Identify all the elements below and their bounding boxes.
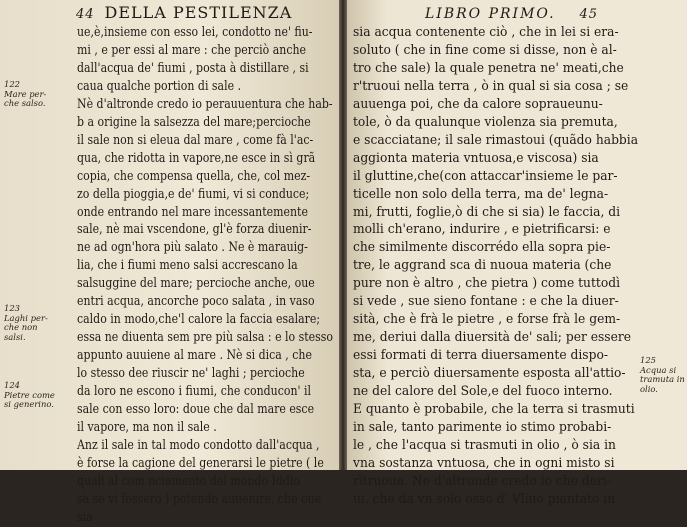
margin-note-number: 125 xyxy=(640,355,656,365)
text-line: E quanto è probabile, che la terra si trasmuti xyxy=(353,402,635,418)
margin-note-line: che non xyxy=(4,322,38,332)
margin-note-number: 122 xyxy=(4,79,20,89)
text-line: tole, ò da qualunque violenza sia premuta, xyxy=(353,114,618,130)
margin-note-line: tramuta in xyxy=(640,374,685,384)
margin-note-line: Mare per- xyxy=(4,88,47,99)
right-page-number: 45 xyxy=(579,7,599,22)
margin-note-number: 124 xyxy=(4,380,20,390)
text-line: salsuggine del mare; percioche anche, oue xyxy=(77,276,315,292)
text-line: r'truoui nella terra , ò in qual si sia cosa ; se xyxy=(353,78,629,94)
text-line: mi , e per essi al mare : che perciò anche xyxy=(77,42,307,58)
text-line: sale con esso loro: doue che dal mare esce xyxy=(77,402,315,418)
text-line: tro che sale) la quale penetra ne' meati,che xyxy=(353,60,624,76)
margin-note-line: si generino. xyxy=(4,399,54,409)
text-line: ticelle non solo della terra, ma de' legna- xyxy=(353,186,609,202)
text-line: da loro ne escono i fiumi, che conducon' il xyxy=(77,384,312,400)
margin-note-123 xyxy=(4,304,48,342)
text-line: che similmente discorrédo ella sopra pie- xyxy=(353,240,611,256)
text-line: soluto ( che in fine come si disse, non è al- xyxy=(353,42,617,58)
text-line: e scacciatane; il sale rimastoui (quãdo habbia xyxy=(353,132,639,148)
text-line: ne del calore del Sole,e del fuoco interno. xyxy=(353,384,613,400)
text-line: copia, che compensa quella, che, col mez- xyxy=(77,168,311,184)
text-line: ne ad ogn'hora più salato . Ne è marauig- xyxy=(77,240,308,256)
text-line: sità, che è frà le pietre , e forse frà le gem- xyxy=(353,312,621,328)
text-line: lo stesso dee riuscir ne' laghi ; percioche xyxy=(77,366,305,382)
text-line: Nè d'altronde credo io perauuentura che hab- xyxy=(77,96,333,112)
text-line: rìtruoua. Ne d'altronde credo io che deri- xyxy=(353,473,611,489)
text-line: è forse la cagione del generarsi le pietre ( le xyxy=(77,455,324,471)
left-body-text xyxy=(77,24,383,527)
margin-note-line: Acqua si xyxy=(640,364,677,375)
left-page-number: 44 xyxy=(76,7,95,22)
text-line: sale, nè mai vscendone, gl'è forza diuenir- xyxy=(77,222,312,238)
margin-note-122 xyxy=(4,80,46,109)
text-line: molli ch'erano, indurire , e pietrificarsi: e xyxy=(353,222,611,238)
text-line: il sale non si eleua dal mare , come fà l'ac- xyxy=(77,132,314,148)
text-line: lia, che i fiumi meno salsi accrescano la xyxy=(77,258,298,274)
text-line: sia xyxy=(77,509,93,525)
book-gutter xyxy=(339,0,347,470)
text-line: vna sostanza vntuosa, che in ogni misto si xyxy=(353,455,615,471)
text-line: caua qualche portion di sale . xyxy=(77,78,242,94)
left-running-title: DELLA PESTILENZA xyxy=(104,3,293,22)
text-line: onde entrando nel mare incessantemente xyxy=(77,204,308,220)
text-line: essa ne diuenta sem pre più salsa : e lo stesso xyxy=(77,330,334,346)
margin-note-line: Laghi per- xyxy=(4,312,48,323)
margin-note-124 xyxy=(4,381,55,410)
margin-note-number: 123 xyxy=(4,303,20,313)
left-page xyxy=(0,0,339,525)
text-line: in sale, tanto parimente io stimo probabi- xyxy=(353,419,612,435)
margin-note-line: olio. xyxy=(640,383,658,394)
text-line: essi formati di terra diuersamente dispo- xyxy=(353,348,609,364)
margin-note-125 xyxy=(640,356,685,394)
text-line: qua, che ridotta in vapore,ne esce in sì grã xyxy=(77,150,316,166)
text-line: appunto auuiene al mare . Nè si dica , che xyxy=(77,348,312,364)
right-body-text xyxy=(353,24,657,509)
text-line: sta, e perciò diuersamente esposta all'attio- xyxy=(353,366,626,382)
left-running-head xyxy=(76,3,292,22)
text-line: tre, le aggrand sca di nuoua materia (che xyxy=(353,258,612,274)
text-line: quali al com nciamento del mondo Iddio xyxy=(77,473,300,489)
text-line: il vapore, ma non il sale . xyxy=(77,419,217,435)
text-line: Anz il sale in tal modo condotto dall'acqua , xyxy=(77,437,320,453)
text-line: il gluttine,che(con attaccar'insieme le par- xyxy=(353,168,618,184)
text-line: sia acqua contenente ciò , che in lei si era- xyxy=(353,25,619,40)
text-line: caldo in modo,che'l calore la faccia esalare; xyxy=(77,312,321,328)
margin-note-line: Pietre come xyxy=(4,389,55,400)
text-line: le , che l'acqua si trasmuti in olio , ò sia in xyxy=(353,437,616,453)
text-line: aggionta materia vntuosa,e viscosa) sia xyxy=(353,150,599,166)
text-line: sà se vi fossero ) potendo auuenire, che oue xyxy=(77,491,322,507)
text-line: mi, frutti, foglie,ò di che si sia) le faccia, di xyxy=(353,204,621,220)
text-line: dall'acqua de' fiumi , posta à distillare , si xyxy=(77,60,309,76)
text-line: ui, che da vn solo osso d' Vliuo piantato in xyxy=(353,491,616,507)
right-page xyxy=(347,0,687,507)
text-line: entri acqua, ancorche poco salata , in vaso xyxy=(77,294,315,310)
text-line: b a origine la salsezza del mare;percioche xyxy=(77,114,311,130)
text-line: zo della pioggia,e de' fiumi, vi si conduce; xyxy=(77,186,310,202)
text-line: auuenga poi, che da calore sopraueunu- xyxy=(353,96,603,112)
margin-note-line: che salso. xyxy=(4,98,46,108)
margin-note-line: salsi. xyxy=(4,331,26,342)
text-line: si vede , sue sieno fontane : e che la diuer- xyxy=(353,294,619,310)
right-running-head xyxy=(425,3,598,22)
right-running-title: LIBRO PRIMO. xyxy=(425,6,556,22)
text-line: me, deriui dalla diuersità de' sali; per essere xyxy=(353,330,632,346)
text-line: pure non è altro , che pietra ) come tuttodì xyxy=(353,276,621,292)
text-line: ue,è,insieme con esso lei, condotto ne' fiu- xyxy=(77,25,313,40)
